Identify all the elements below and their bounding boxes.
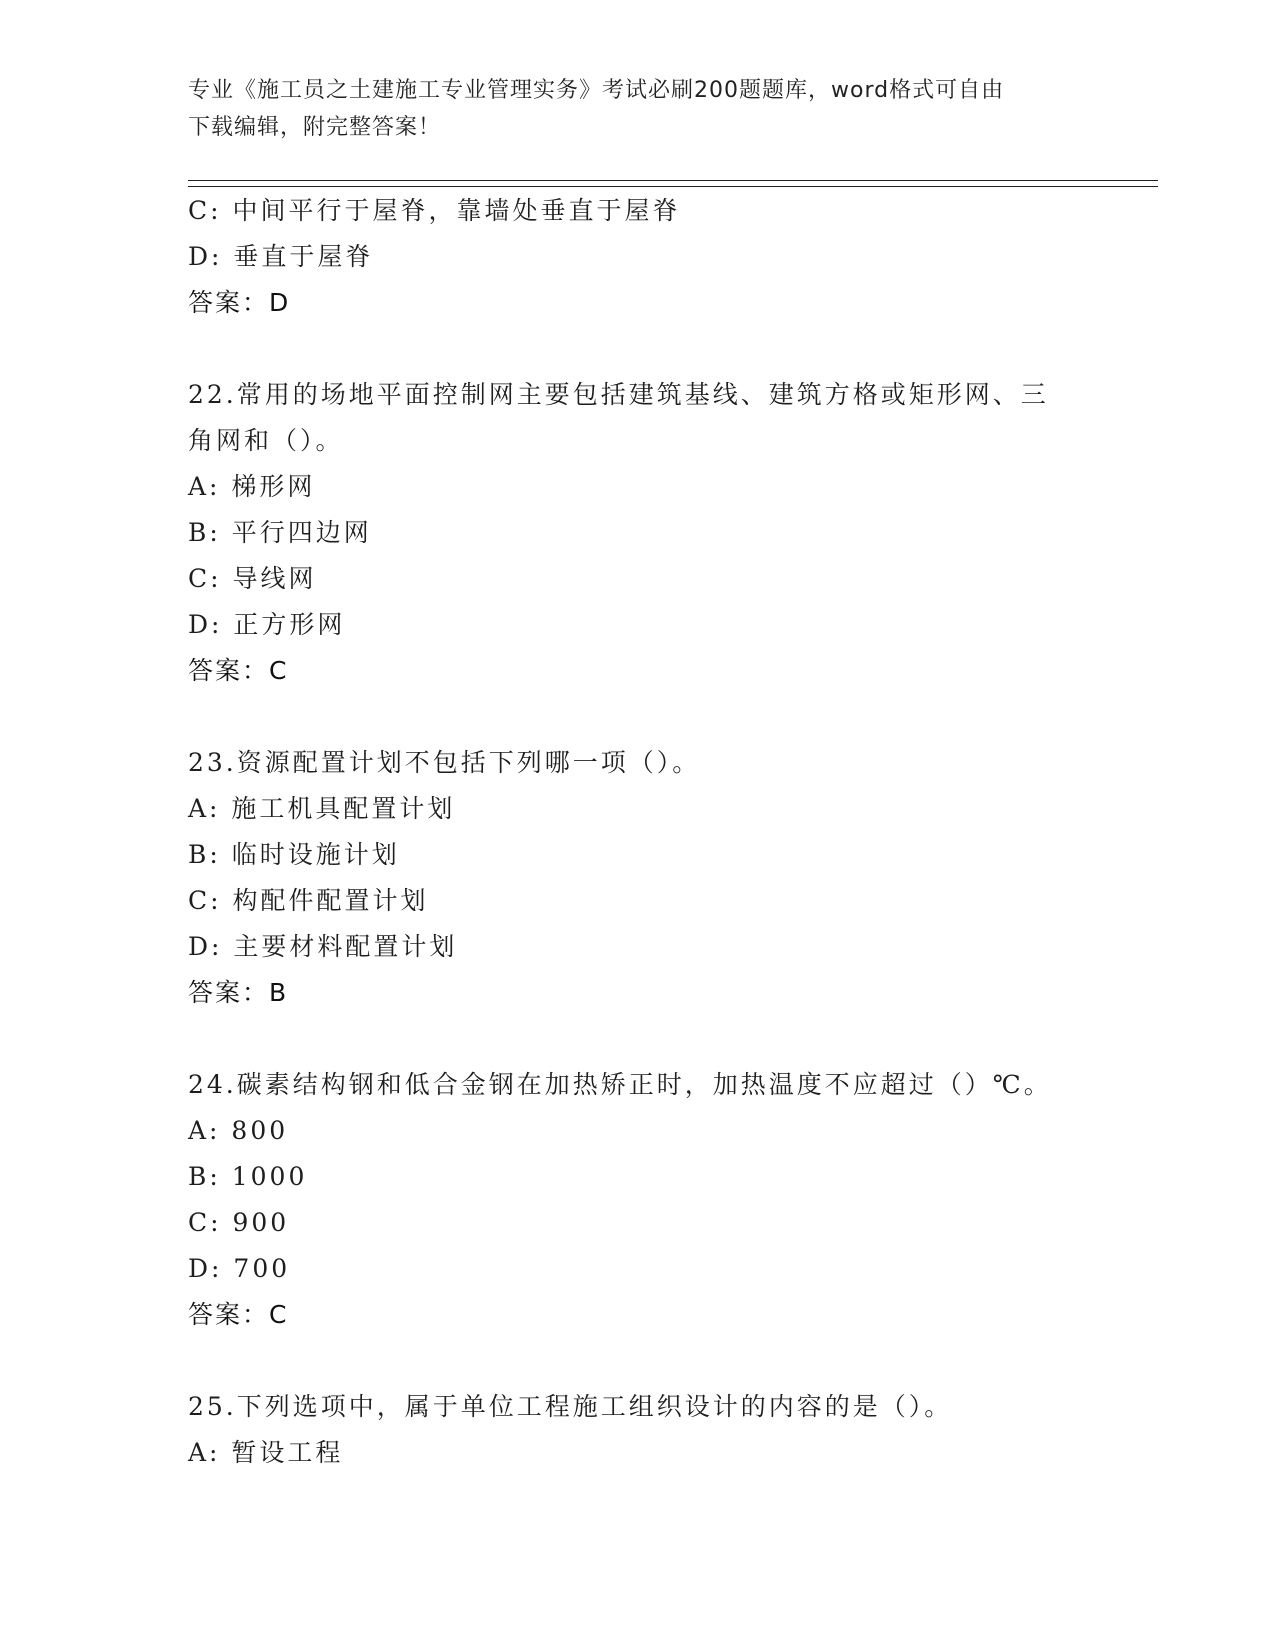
option-c: C: 构配件配置计划 bbox=[188, 886, 429, 915]
spacer bbox=[188, 1016, 1088, 1062]
question-stem: 25.下列选项中，属于单位工程施工组织设计的内容的是（）。 bbox=[188, 1392, 953, 1421]
question-21-continuation bbox=[188, 188, 1088, 326]
option-d: D: 垂直于屋脊 bbox=[188, 242, 374, 271]
question-stem: 22.常用的场地平面控制网主要包括建筑基线、建筑方格或矩形网、三 bbox=[188, 380, 1049, 409]
question-24 bbox=[188, 1062, 1088, 1338]
header-line-2: 下载编辑，附完整答案！ bbox=[188, 115, 442, 140]
option-c: C: 900 bbox=[188, 1208, 290, 1237]
option-d: D: 700 bbox=[188, 1254, 291, 1283]
option-b: B: 平行四边网 bbox=[188, 518, 372, 547]
question-stem: 24.碳素结构钢和低合金钢在加热矫正时，加热温度不应超过（）℃。 bbox=[188, 1070, 1052, 1099]
answer-line: 答案：B bbox=[188, 978, 289, 1007]
option-d: D: 正方形网 bbox=[188, 610, 346, 639]
answer-line: 答案：D bbox=[188, 288, 291, 317]
question-stem: 23.资源配置计划不包括下列哪一项（）。 bbox=[188, 748, 701, 777]
option-c: C: 导线网 bbox=[188, 564, 317, 593]
option-b: B: 1000 bbox=[188, 1162, 308, 1191]
option-b: B: 临时设施计划 bbox=[188, 840, 400, 869]
option-a: A: 暂设工程 bbox=[188, 1438, 344, 1467]
spacer bbox=[188, 1338, 1088, 1384]
option-c: C: 中间平行于屋脊，靠墙处垂直于屋脊 bbox=[188, 196, 681, 225]
option-a: A: 800 bbox=[188, 1116, 289, 1145]
question-25 bbox=[188, 1384, 1088, 1476]
option-a: A: 施工机具配置计划 bbox=[188, 794, 456, 823]
header-line-1: 专业《施工员之土建施工专业管理实务》考试必刷200题题库，word格式可自由 bbox=[188, 78, 1005, 103]
option-a: A: 梯形网 bbox=[188, 472, 316, 501]
question-list bbox=[188, 188, 1088, 1476]
spacer bbox=[188, 694, 1088, 740]
question-22 bbox=[188, 372, 1088, 694]
answer-line: 答案：C bbox=[188, 1300, 289, 1329]
spacer bbox=[188, 326, 1088, 372]
document-header bbox=[188, 72, 1088, 146]
question-stem: 角网和（）。 bbox=[188, 426, 344, 455]
option-d: D: 主要材料配置计划 bbox=[188, 932, 458, 961]
question-23 bbox=[188, 740, 1088, 1016]
header-divider bbox=[188, 180, 1158, 187]
answer-line: 答案：C bbox=[188, 656, 289, 685]
